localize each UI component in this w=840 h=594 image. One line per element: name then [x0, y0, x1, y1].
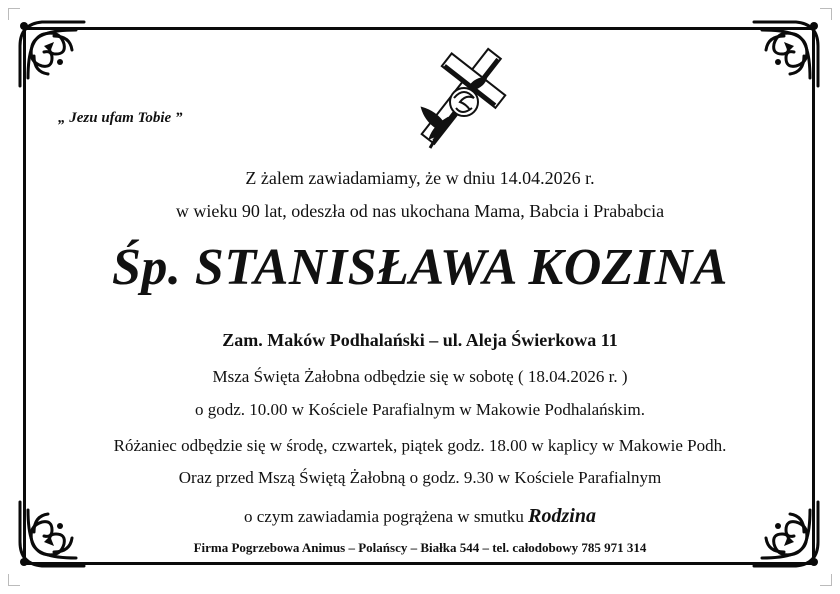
announcement-line-1: Z żalem zawiadamiamy, że w dniu 14.04.2026 r. [245, 168, 595, 188]
crop-mark [8, 585, 20, 586]
ceremony-line-2: o godz. 10.00 w Kościele Parafialnym w Makowie Podhalańskim. [195, 400, 645, 419]
crop-mark [8, 8, 20, 9]
ornament-corner-icon [14, 16, 90, 92]
motto-text: „ Jezu ufam Tobie ” [58, 110, 183, 126]
family-signature: Rodzina [528, 505, 596, 527]
residence-address: Zam. Maków Podhalański – ul. Aleja Świerkowa 11 [222, 330, 618, 350]
cross-with-rose-icon [400, 38, 520, 158]
crop-mark [831, 8, 832, 20]
ceremony-line-1: Msza Święta Żałobna odbędzie się w sobotę ( 18.04.2026 r. ) [212, 367, 628, 386]
closing-text: o czym zawiadamia pogrążena w smutku [244, 507, 524, 526]
funeral-home-footer: Firma Pogrzebowa Animus – Polańscy – Białka 544 – tel. całodobowy 785 971 314 [193, 540, 647, 555]
crop-mark [8, 8, 9, 20]
deceased-name: Śp. STANISŁAWA KOZINA [112, 239, 728, 296]
ceremony-line-3: Różaniec odbędzie się w środę, czwartek, piątek godz. 18.00 w kaplicy w Makowie Podh. [113, 436, 727, 455]
closing-line [0, 505, 840, 528]
announcement-line-2: w wieku 90 lat, odeszła od nas ukochana Mama, Babcia i Prababcia [175, 201, 665, 221]
ornament-corner-icon [748, 16, 824, 92]
crop-mark [820, 8, 832, 9]
ceremony-line-4: Oraz przed Mszą Świętą Żałobną o godz. 9.30 w Kościele Parafialnym [178, 468, 662, 487]
crop-mark [820, 585, 832, 586]
